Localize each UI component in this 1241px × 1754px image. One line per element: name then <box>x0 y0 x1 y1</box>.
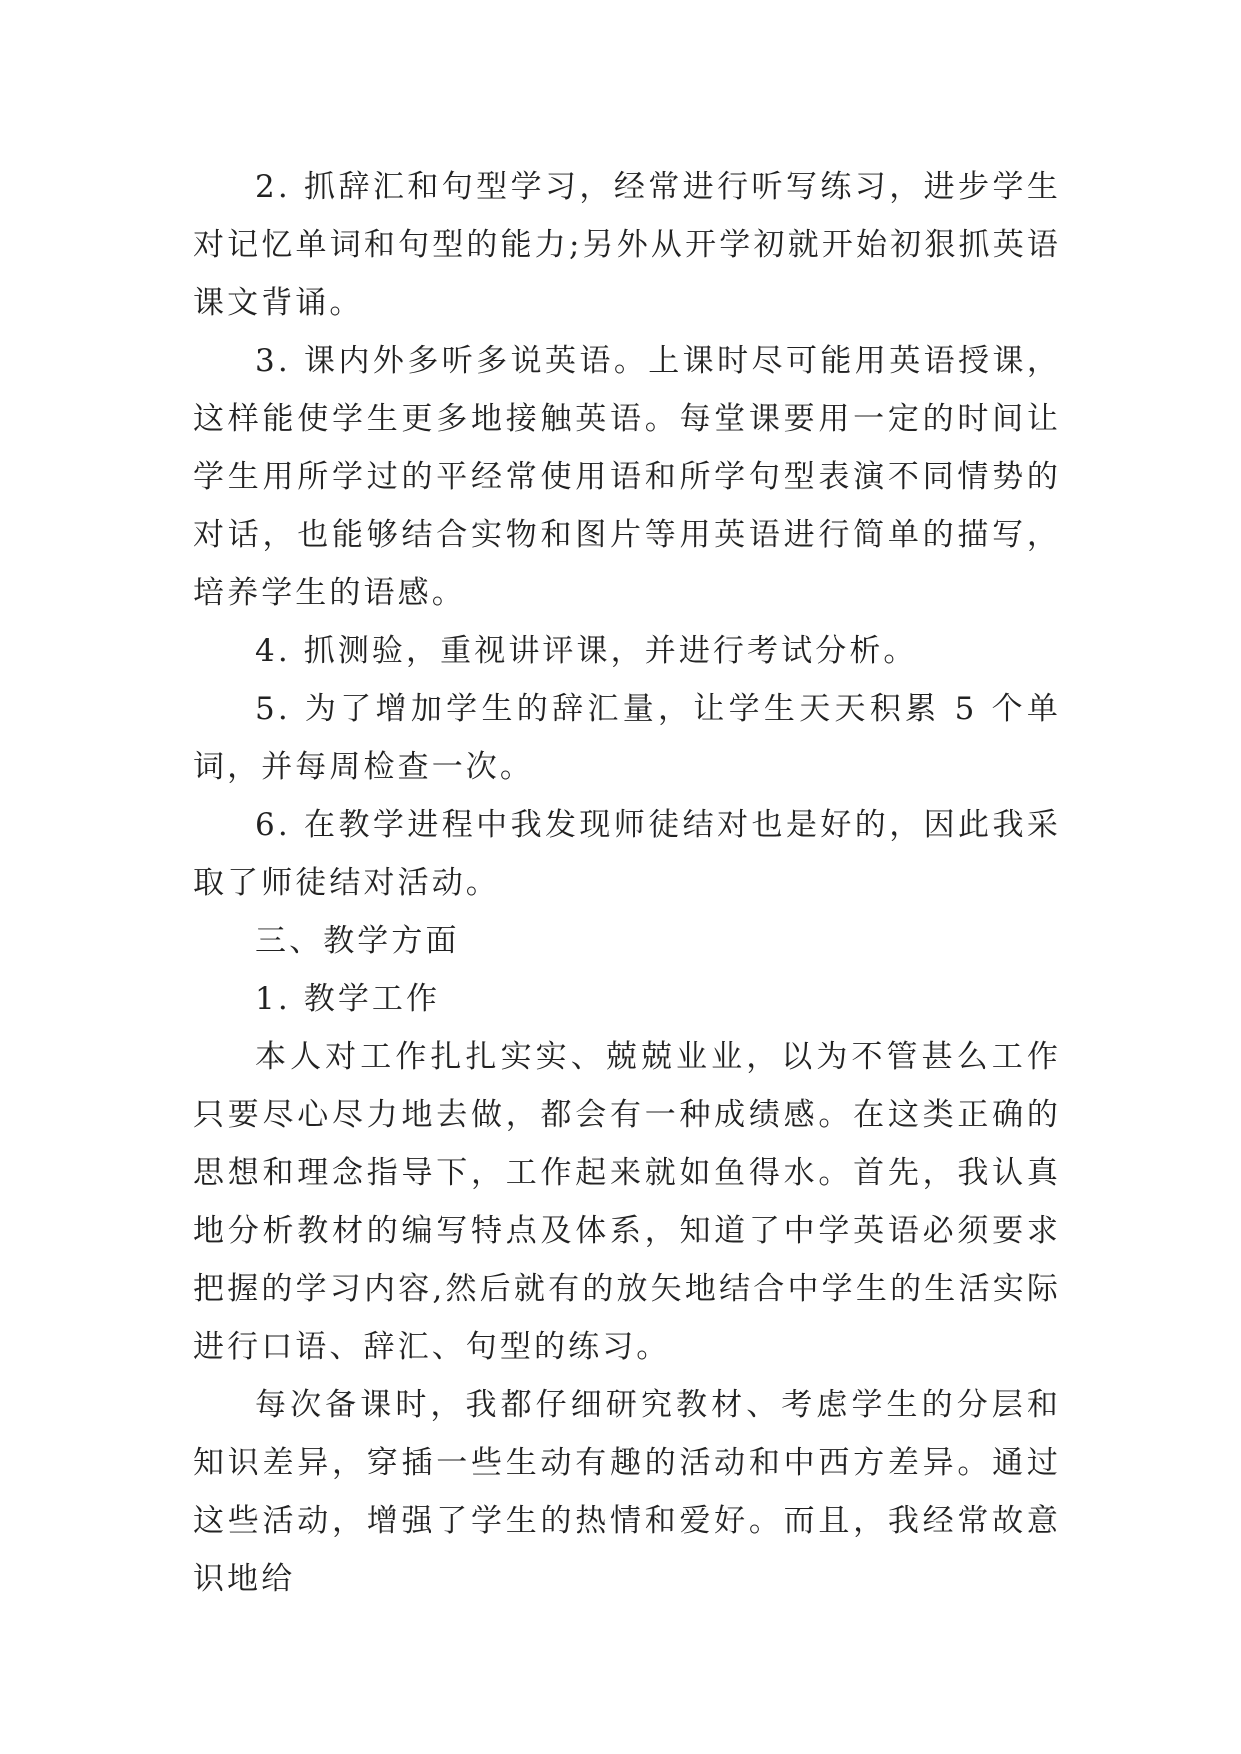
paragraph-lesson-prep: 每次备课时，我都仔细研究教材、考虑学生的分层和知识差异，穿插一些生动有趣的活动和中西方差异。通过这些活动，增强了学生的热情和爱好。而且，我经常故意识地给 <box>193 1387 1061 1597</box>
paragraph-item-4: 4. 抓测验，重视讲评课，并进行考试分析。 <box>255 633 918 669</box>
paragraph-item-6: 6. 在教学进程中我发现师徒结对也是好的，因此我采取了师徒结对活动。 <box>193 807 1061 901</box>
paragraph-item-3: 3. 课内外多听多说英语。上课时尽可能用英语授课，这样能使学生更多地接触英语。每堂课要用一定的时间让学生用所学过的平经常使用语和所学句型表演不同情势的对话，也能够结合实物和图片等用英语进行简单的描写，培养学生的语感。 <box>193 343 1061 611</box>
paragraph-item-5: 5. 为了增加学生的辞汇量，让学生天天积累 5 个单词，并每周检查一次。 <box>193 691 1061 785</box>
document-body <box>193 158 1061 1608</box>
subsection-heading-teaching-work: 1. 教学工作 <box>255 981 441 1017</box>
paragraph-work-attitude: 本人对工作扎扎实实、兢兢业业，以为不管甚么工作只要尽心尽力地去做，都会有一种成绩感。在这类正确的思想和理念指导下，工作起来就如鱼得水。首先，我认真地分析教材的编写特点及体系，知道了中学英语必须要求把握的学习内容,然后就有的放矢地结合中学生的生活实际进行口语、辞汇、句型的练习。 <box>193 1039 1061 1365</box>
paragraph-item-2: 2. 抓辞汇和句型学习，经常进行听写练习，进步学生对记忆单词和句型的能力;另外从开学初就开始初狠抓英语课文背诵。 <box>193 169 1061 321</box>
section-heading-teaching: 三、教学方面 <box>255 923 460 959</box>
